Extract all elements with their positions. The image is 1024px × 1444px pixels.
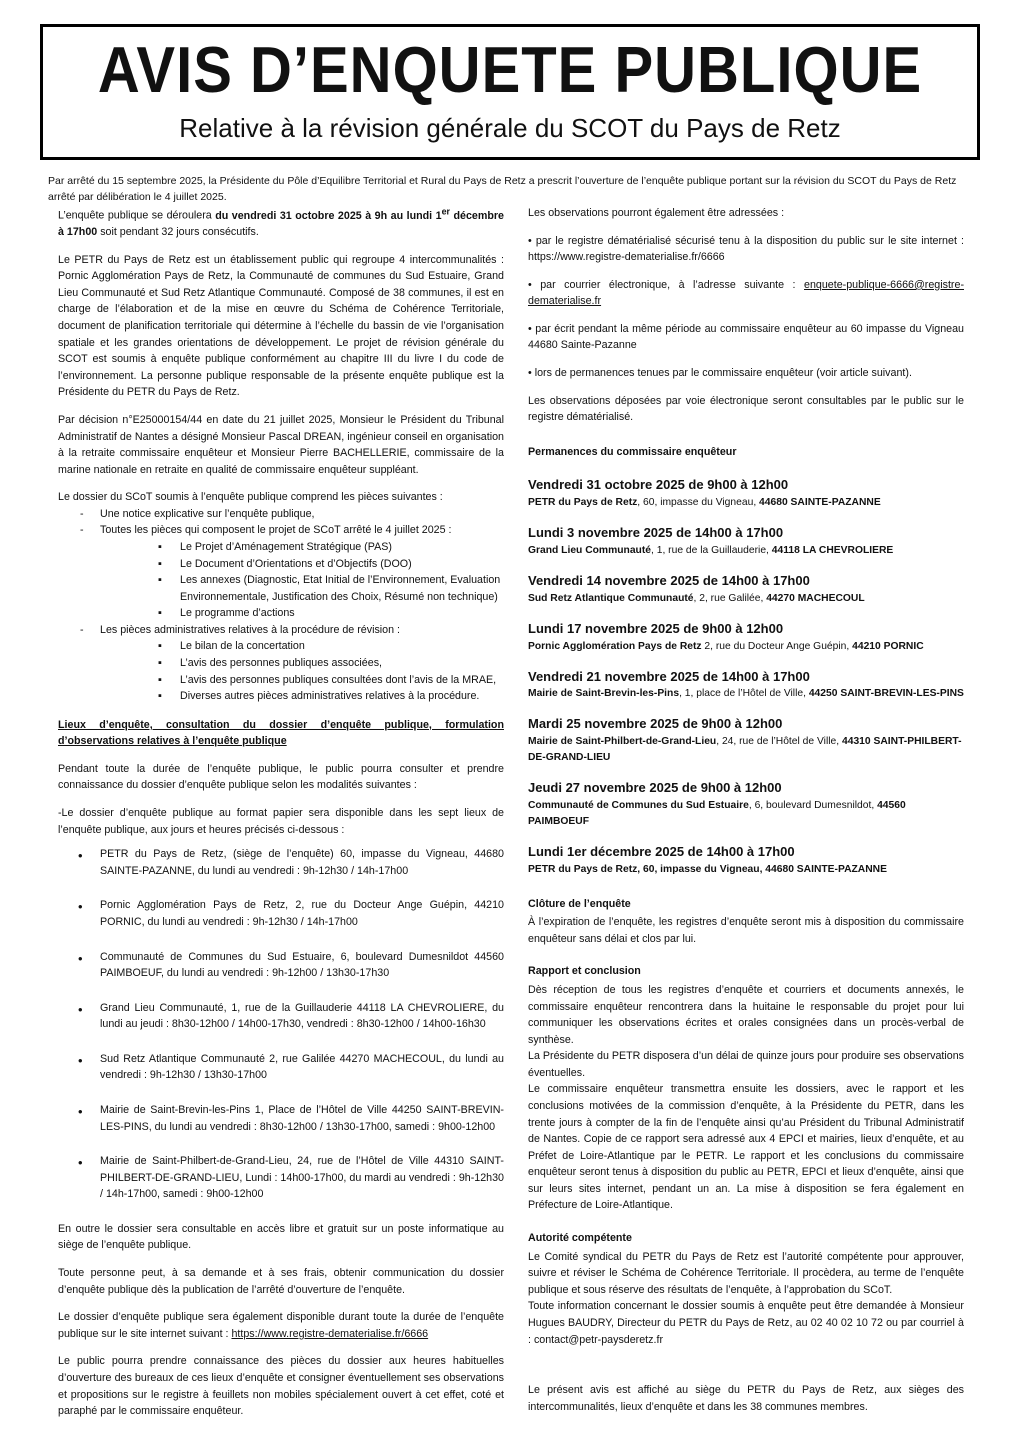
cloture-heading: Clôture de l’enquête: [528, 897, 631, 910]
permanence-item: [528, 715, 964, 766]
list-item: • Mairie de Saint-Brevin-les-Pins 1, Place de l’Hôtel de Ville 44250 SAINT-BREVIN-LES-PINS, du lundi au vendredi : 8h30-12h00 / 13h30-17h00, samedi : 9h00-12h00: [58, 1102, 504, 1135]
place-address: , 60, impasse du Vigneau,: [637, 497, 760, 509]
observation-web: • par le registre dématérialisé sécurisé tenu à la disposition du public sur le site internet : https://www.registre-dematerialise.fr/6666: [528, 234, 964, 264]
observations-intro: Les observations pourront également être adressées :: [528, 207, 785, 219]
observation-email-text: • par courrier électronique, à l’adresse suivante :: [528, 278, 805, 291]
permanence-place: [528, 543, 964, 559]
rapport-paragraph: Le commissaire enquêteur transmettra ensuite les dossiers, avec le rapport et les conclusions motivées de la commission d’enquête, à la Présidente du PETR, dans les trente jours à compter de la fin de l’enquête ainsi qu’au Président du Tribunal Administratif de Nantes. Copie de ce rapport sera adressé aux 4 EPCI et mairies, lieux d’enquête, et au Préfet de Loire-Atlantique par le PETR. Le rapport et les conclusions du commissaire enquêteur seront tenus à disposition du public au PETR, EPCI et lieux d’enquête, ainsi que sur leurs sites internet, pendant un an. La mise à disposition se fera également en Préfecture de Loire-Atlantique.: [528, 1083, 964, 1212]
rapport-paragraph: Dès réception de tous les registres d’enquête et courriers et documents annexés, le commissaire enquêteur rencontrera dans la huitaine le responsable du projet pour lui communiquer les observations écrites et orales consignées dans un procès-verbal de synthèse.: [528, 983, 964, 1046]
place-name: Communauté de Communes du Sud Estuaire: [528, 799, 749, 811]
place-name: Mairie de Saint-Philbert-de-Grand-Lieu: [528, 736, 717, 748]
list-item-label: Toutes les pièces qui composent le projet de SCoT arrêté le 4 juillet 2025 :: [100, 524, 452, 537]
place-city: 44310 SAINT-PHILBERT-DE-GRAND-LIEU: [528, 736, 962, 764]
list-item: ▪ L’avis des personnes publiques consultées dont l’avis de la MRAE,: [158, 672, 504, 689]
permanence-date: Lundi 1er décembre 2025 de 14h00 à 17h00: [528, 843, 795, 859]
autorite-paragraph: Le Comité syndical du PETR du Pays de Retz est l’autorité compétente pour approuver, suivre et réviser le Schéma de Cohérence Territoriale. Il procèdera, au terme de l’enquête publique et sous réserve des résultats de l’enquête, à l’approbation du SCoT.: [528, 1250, 964, 1296]
permanence-item: [528, 779, 964, 830]
permanence-date: Mardi 25 novembre 2025 de 9h00 à 12h00: [528, 716, 783, 732]
dates-sup: er: [441, 206, 450, 216]
list-item: ▪ Le Document d’Orientations et d’Objectifs (DOO): [158, 556, 504, 573]
affichage-paragraph: Le présent avis est affiché au siège du PETR du Pays de Retz, aux sièges des intercommunalités, lieux d’enquête et dans les 38 communes membres.: [528, 1384, 964, 1413]
place-city: 44560 PAIMBOEUF: [528, 799, 906, 827]
place-city: 44250 SAINT-BREVIN-LES-PINS: [808, 688, 964, 700]
registre-paragraph: Le public pourra prendre connaissance des pièces du dossier aux heures habituelles d’ouverture des bureaux de ces lieux d’enquête et consigner éventuellement ses observations et propositions sur le registre à feuillets non mobiles spécialement ouvert à cet effet, coté et paraphé par le commissaire enquêteur.: [58, 1355, 504, 1418]
list-item: ▪ L’avis des personnes publiques associées,: [158, 655, 504, 672]
list-item: • Communauté de Communes du Sud Estuaire, 6, boulevard Dumesnildot 44560 PAIMBOEUF, du lundi au vendredi : 9h-12h00 / 13h30-17h30: [58, 949, 504, 982]
permanence-place: [528, 798, 964, 830]
place-name: Pornic Agglomération Pays de Retz: [528, 640, 702, 652]
dates-start: du vendredi 31 octobre 2025 à 9h au lundi 1: [215, 209, 442, 222]
permanences-heading: Permanences du commissaire enquêteur: [528, 445, 737, 458]
email-link[interactable]: enquete-publique-6666@registre-dematerialise.fr: [528, 278, 964, 308]
permanence-item: [528, 620, 964, 655]
observation-email: [528, 277, 964, 310]
list-item: • Pornic Agglomération Pays de Retz, 2, rue du Docteur Ange Guépin, 44210 PORNIC, du lundi au vendredi : 9h-12h30 / 14h-17h00: [58, 897, 504, 930]
place-name: Grand Lieu Communauté: [528, 545, 651, 556]
permanence-date: Lundi 3 novembre 2025 de 14h00 à 17h00: [528, 525, 784, 541]
dossier-list: [58, 506, 504, 705]
list-item: • Mairie de Saint-Philbert-de-Grand-Lieu, 24, rue de l’Hôtel de Ville 44310 SAINT-PHILBERT-DE-GRAND-LIEU, Lundi : 14h00-17h00, du mardi au vendredi : 9h-12h30 / 14h-17h00, samedi : 9h00-12h00: [58, 1153, 504, 1203]
permanence-date: Vendredi 14 novembre 2025 de 14h00 à 17h00: [528, 572, 810, 588]
registre-link[interactable]: https://www.registre-dematerialise.fr/6666: [231, 1327, 429, 1340]
permanence-date: Lundi 17 novembre 2025 de 9h00 à 12h00: [528, 620, 784, 636]
rapport-paragraph: La Présidente du PETR disposera d’un délai de quinze jours pour produire ses observations éventuelles.: [528, 1050, 964, 1079]
decision-paragraph: Par décision n°E25000154/44 en date du 21 juillet 2025, Monsieur le Président du Tribunal Administratif de Nantes a désigné Monsieur Pascal DREAN, ingénieur conseil en organisation à la retraite commissaire enquêteur et Monsieur Pierre BACHELLERIE, commissaire de la marine nationale en retraite en qualité de commissaire enquêteur suppléant.: [58, 413, 504, 476]
right-column: [528, 205, 964, 1426]
dates-text: L’enquête publique se déroulera: [58, 209, 216, 222]
paper-dossier-paragraph: -Le dossier d’enquête publique au format papier sera disponible dans les sept lieux de l’enquête publique, aux jours et heures précisés ci-dessous :: [58, 807, 504, 836]
permanence-item: [528, 476, 964, 511]
petr-paragraph: Le PETR du Pays de Retz est un établissement public qui regroupe 4 intercommunalités : Pornic Agglomération Pays de Retz, la Communauté de communes du Sud Estuaire, Grand Lieu Communauté et Sud Retz Atlantique Communauté. Composé de 38 communes, il est en charge de l’élaboration et de la mise en œuvre du Schéma de Cohérence Territoriale, document de planification territoriale qui détermine à l’échelle du bassin de vie l’organisation spatiale et les grandes orientations de développement. Le projet de révision générale du SCOT est soumis à enquête publique conformément au chapitre III du livre I du code de l’environnement. La personne publique responsable de la présente enquête publique est la Présidente du PETR du Pays de Retz.: [58, 253, 504, 399]
place-address: 2, rue du Docteur Ange Guépin,: [701, 640, 853, 652]
permanence-place: [528, 686, 964, 702]
permanence-item: [528, 668, 964, 703]
place-address: , 1, rue de la Guillauderie,: [651, 545, 772, 556]
observation-public: Les observations déposées par voie électronique seront consultables par le public sur le registre dématérialisé.: [528, 394, 964, 424]
list-item: • PETR du Pays de Retz, (siège de l’enquête) 60, impasse du Vigneau, 44680 SAINTE-PAZANNE, du lundi au vendredi : 9h-12h30 / 14h-17h00: [58, 846, 504, 879]
site-text: Le dossier d’enquête publique sera également disponible durant toute la durée de l’enquête publique sur le site internet suivant :: [58, 1311, 504, 1340]
observation-permanence: • lors de permanences tenues par le commissaire enquêteur (voir article suivant).: [528, 367, 912, 380]
list-item: • Sud Retz Atlantique Communauté 2, rue Galilée 44270 MACHECOUL, du lundi au vendredi : 9h-12h30 / 13h30-17h00: [58, 1051, 504, 1084]
permanence-place: [528, 639, 964, 655]
list-item: ▪ Le bilan de la concertation: [158, 638, 504, 655]
place-name: PETR du Pays de Retz, 60, impasse du Vigneau, 44680 SAINTE-PAZANNE: [528, 863, 887, 875]
list-item: - Une notice explicative sur l’enquête publique,: [80, 506, 504, 523]
header-box: [40, 24, 980, 160]
place-city: 44210 PORNIC: [852, 640, 924, 652]
permanence-place: [528, 862, 964, 878]
place-city: 44680 SAINTE-PAZANNE: [759, 497, 881, 509]
permanence-place: [528, 591, 964, 607]
place-name: Mairie de Saint-Brevin-les-Pins: [528, 688, 680, 700]
sub-list: [100, 638, 504, 704]
autorite-heading: Autorité compétente: [528, 1232, 632, 1245]
contact-paragraph: Toute information concernant le dossier soumis à enquête peut être demandée à Monsieur Hugues BAUDRY, Directeur du PETR du Pays de Retz, au 02 40 02 10 72 ou par courriel à : contact@petr-paysderetz.fr: [528, 1300, 964, 1346]
poste-paragraph: En outre le dossier sera consultable en accès libre et gratuit sur un poste informatique au siège de l’enquête publique.: [58, 1222, 504, 1252]
permanence-item: [528, 572, 964, 607]
list-item: ▪ Les annexes (Diagnostic, Etat Initial de l’Environnement, Evaluation Environnementale, Justification des Choix, Résumé non technique): [158, 572, 504, 605]
place-address: , 24, rue de l’Hôtel de Ville,: [716, 736, 842, 748]
place-address: , 2, rue Galilée,: [693, 592, 767, 604]
dates-paragraph: [58, 205, 504, 241]
place-name: PETR du Pays de Retz: [528, 497, 638, 509]
dates-end: décembre à 17h00: [58, 209, 504, 239]
permanence-date: Vendredi 31 octobre 2025 de 9h00 à 12h00: [528, 477, 789, 493]
lieux-heading: Lieux d’enquête, consultation du dossier d’enquête publique, formulation d’observations relatives à l’enquête publique: [58, 718, 504, 748]
list-item: ▪ Diverses autres pièces administratives relatives à la procédure.: [158, 688, 504, 705]
dossier-intro: Le dossier du SCoT soumis à l’enquête publique comprend les pièces suivantes :: [58, 491, 443, 504]
page-title: AVIS D’ENQUETE PUBLIQUE: [97, 33, 923, 107]
consultation-paragraph: Pendant toute la durée de l’enquête publique, le public pourra consulter et prendre connaissance du dossier d’enquête publique selon les modalités suivantes :: [58, 762, 504, 792]
communication-paragraph: Toute personne peut, à sa demande et à ses frais, obtenir communication du dossier d’enquête publique dès la publication de l’arrêté d’ouverture de l’enquête.: [58, 1267, 504, 1296]
list-item-label: Les pièces administratives relatives à la procédure de révision :: [100, 623, 400, 636]
permanence-date: Jeudi 27 novembre 2025 de 9h00 à 12h00: [528, 780, 782, 796]
list-item: ▪ Le programme d’actions: [158, 605, 504, 622]
page-subtitle: Relative à la révision générale du SCOT du Pays de Retz: [179, 113, 841, 143]
place-city: 44118 LA CHEVROLIERE: [771, 545, 894, 556]
permanence-date: Vendredi 21 novembre 2025 de 14h00 à 17h00: [528, 668, 810, 684]
permanence-item: [528, 843, 964, 878]
left-column: [58, 205, 504, 1431]
dates-duration: soit pendant 32 jours consécutifs.: [97, 226, 259, 239]
list-item: [80, 522, 504, 621]
cloture-paragraph: À l’expiration de l’enquête, les registres d’enquête seront mis à disposition du commissaire enquêteur sans délai et clos par lui.: [528, 916, 964, 945]
intro-paragraph: Par arrêté du 15 septembre 2025, la Présidente du Pôle d’Equilibre Territorial et Rural du Pays de Retz a prescrit l’ouverture de l’enquête publique portant sur la révision du SCOT du Pays de Retz arrêté par délibération le 4 juillet 2025.: [48, 175, 957, 204]
permanence-place: [528, 734, 964, 766]
site-paragraph: [58, 1309, 504, 1342]
rapport-heading: Rapport et conclusion: [528, 965, 641, 978]
place-name: Sud Retz Atlantique Communauté: [528, 592, 694, 604]
place-address: , 6, boulevard Dumesnildot,: [748, 799, 878, 811]
list-item: ▪ Le Projet d’Aménagement Stratégique (PAS): [158, 539, 504, 556]
place-address: , 1, place de l’Hôtel de Ville,: [679, 688, 809, 700]
observation-letter: • par écrit pendant la même période au commissaire enquêteur au 60 impasse du Vigneau 44680 Sainte-Pazanne: [528, 322, 964, 352]
place-city: 44270 MACHECOUL: [766, 592, 865, 604]
sub-list: [100, 539, 504, 622]
lieux-list: [58, 846, 504, 1203]
list-item: [80, 622, 504, 705]
list-item: • Grand Lieu Communauté, 1, rue de la Guillauderie 44118 LA CHEVROLIERE, du lundi au jeudi : 8h30-12h00 / 14h00-17h30, vendredi : 8h30-12h00 / 14h00-16h30: [58, 1000, 504, 1033]
permanence-place: [528, 495, 964, 511]
permanence-item: [528, 524, 964, 559]
